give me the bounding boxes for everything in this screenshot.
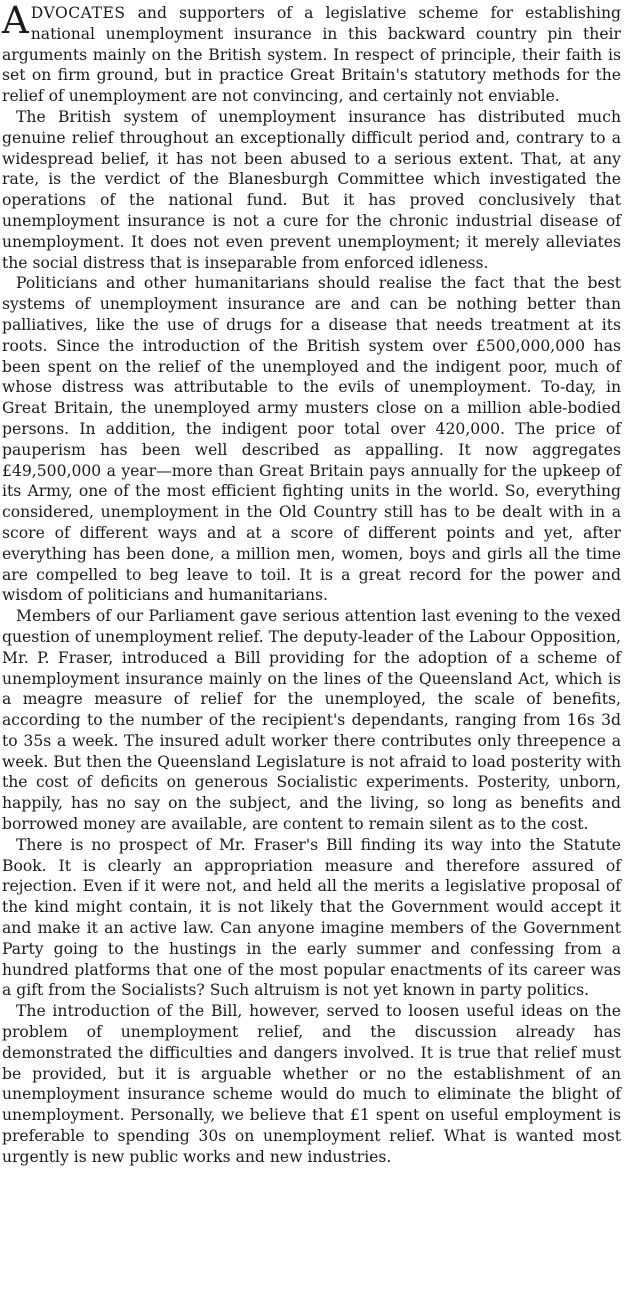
article-paragraph-1: [2, 0, 621, 107]
lead-word: DVOCATES: [30, 4, 126, 22]
drop-cap: A: [2, 0, 29, 42]
article-paragraph-3: Politicians and other humanitarians should realise the fact that the best systems of unemployment insurance are and can be nothing better than palliatives, like the use of drugs for a disease that needs treatment at its roots. Since the introduction of the British system over £500,000,000 has been spent on the relief of the unemployed and the indigent poor, much of whose distress was attributable to the evils of unemployment. To-day, in Great Britain, the unemployed army musters close on a million able-bodied persons. In addition, the indigent poor total over 420,000. The price of pauperism has been well described as appalling. It now aggregates £49,500,000 a year—more than Great Britain pays annually for the upkeep of its Army, one of the most efficient fighting units in the world. So, everything considered, unemployment in the Old Country still has to be dealt with in a score of different ways and at a score of different points and yet, after everything has been done, a million men, women, boys and girls all the time are compelled to beg leave to toil. It is a great record for the power and wisdom of politicians and humanitarians.: [2, 274, 621, 605]
article-paragraph-2: The British system of unemployment insurance has distributed much genuine relief throughout an exceptionally difficult period and, contrary to a widespread belief, it has not been abused to a serious extent. That, at any rate, is the verdict of the Blanesburgh Committee which investigated the operations of the national fund. But it has proved conclusively that unemployment insurance is not a cure for the chronic industrial disease of unemployment. It does not even prevent unemployment; it merely alleviates the social distress that is inseparable from enforced idleness.: [2, 107, 621, 272]
article-paragraph-5: There is no prospect of Mr. Fraser's Bill finding its way into the Statute Book. It is clearly an appropriation measure and therefore assured of rejection. Even if it were not, and held all the merits a legislative proposal of the kind might contain, it is not likely that the Government would accept it and make it an active law. Can anyone imagine members of the Government Party going to the hustings in the early summer and confessing from a hundred platforms that one of the most popular enactments of its career was a gift from the Socialists? Such altruism is not yet known in party politics.: [2, 835, 621, 1000]
article-paragraph-6: The introduction of the Bill, however, served to loosen useful ideas on the problem of unemployment relief, and the discussion already has demonstrated the difficulties and dangers involved. It is true that relief must be provided, but it is arguable whether or no the establishment of an unemployment insurance scheme would do much to eliminate the blight of unemployment. Personally, we believe that £1 spent on useful employment is preferable to spending 30s on unemployment relief. What is wanted most urgently is new public works and new industries.: [2, 1002, 621, 1166]
paragraph-text: and supporters of a legislative scheme for establishing national unemployment insurance in this backward country pin their arguments mainly on the British system. In respect of principle, their faith is set on firm ground, but in practice Great Britain's statutory methods for the relief of unemployment are not convincing, and certainly not enviable.: [2, 4, 621, 106]
article-paragraph-4: Members of our Parliament gave serious attention last evening to the vexed question of unemployment relief. The deputy-leader of the Labour Opposition, Mr. P. Fraser, introduced a Bill providing for the adoption of a scheme of unemployment insurance mainly on the lines of the Queensland Act, which is a meagre measure of relief for the unemployed, the scale of benefits, according to the number of the recipient's dependants, ranging from 16s 3d to 35s a week. The insured adult worker there contributes only threepence a week. But then the Queensland Legislature is not afraid to load posterity with the cost of deficits on generous Socialistic experiments. Posterity, unborn, happily, has no say on the subject, and the living, so long as benefits and borrowed money are available, are content to remain silent as to the cost.: [2, 607, 621, 834]
